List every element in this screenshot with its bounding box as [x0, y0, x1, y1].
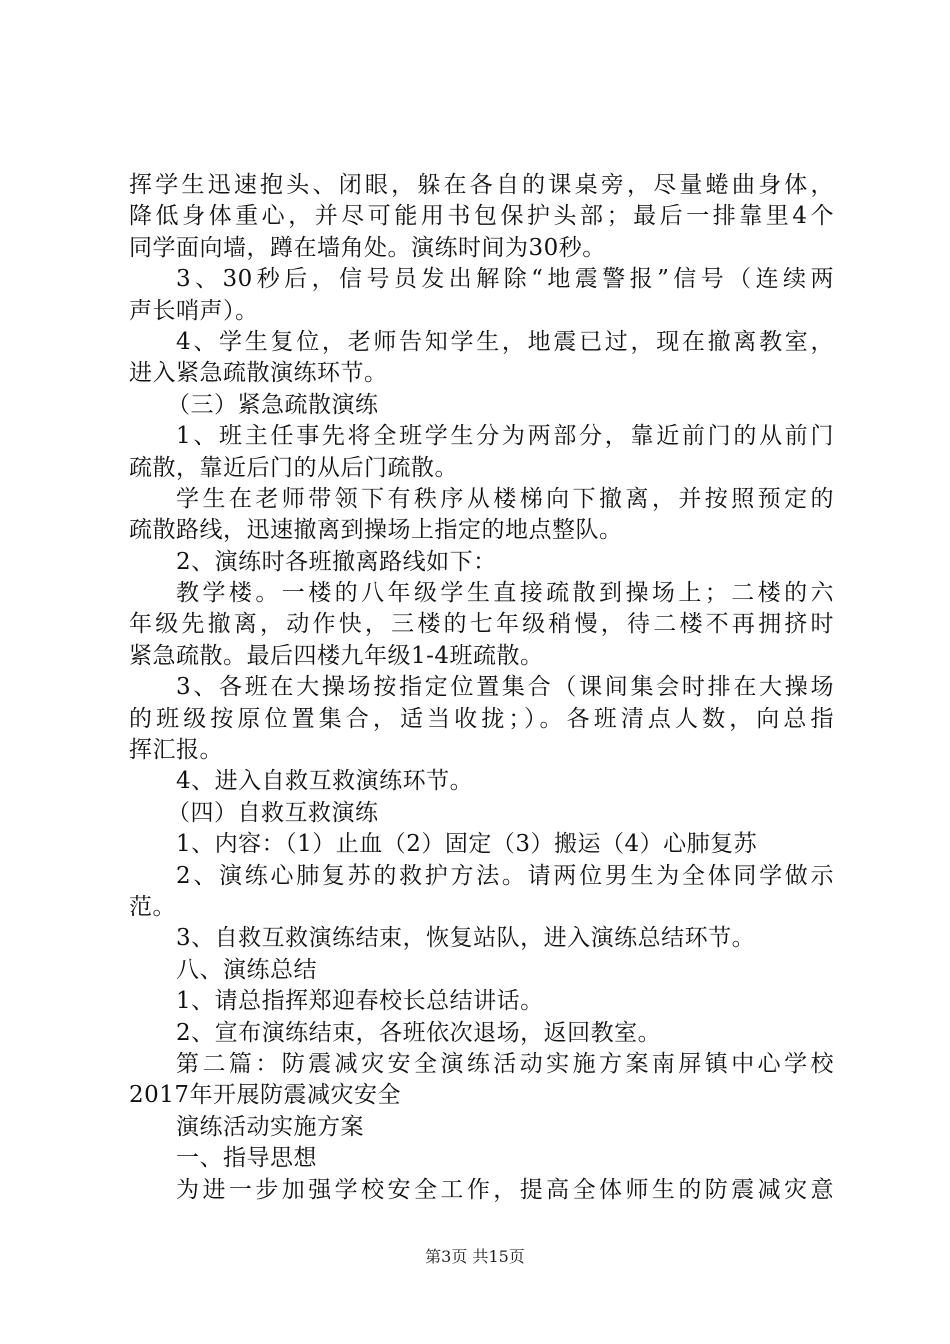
page-footer: 第3页 共15页 — [425, 1247, 525, 1266]
text-line: 4、进入自救互救演练环节。 — [176, 768, 474, 795]
text-line: 范。 — [129, 893, 176, 920]
text-line: 声长哨声）。 — [129, 297, 259, 324]
text-line: 教学楼。一楼的八年级学生直接疏散到操场上；二楼的六 — [176, 580, 834, 607]
text-line: 挥汇报。 — [129, 737, 223, 764]
section-heading: 一、指导思想 — [176, 1145, 317, 1172]
chapter-title: 演练活动实施方案 — [176, 1113, 364, 1140]
chapter-title: 第二篇：防震减灾安全演练活动实施方案南屏镇中心学校 — [176, 1050, 834, 1077]
text-line: 疏散，靠近后门的从后门疏散。 — [129, 454, 458, 481]
chapter-title: 2017年开展防震减灾安全 — [129, 1082, 402, 1109]
text-line: 为进一步加强学校安全工作，提高全体师生的防震减灾意 — [176, 1176, 834, 1203]
text-line: 进入紧急疏散演练环节。 — [129, 360, 388, 387]
text-line: 3、30秒后，信号员发出解除“地震警报”信号（连续两 — [176, 266, 834, 293]
text-line: 1、班主任事先将全班学生分为两部分，靠近前门的从前门 — [176, 423, 834, 450]
text-line: 紧急疏散。最后四楼九年级1-4班疏散。 — [129, 642, 544, 669]
text-line: 3、自救互救演练结束，恢复站队，进入演练总结环节。 — [176, 925, 756, 952]
text-line: 2、演练时各班撤离路线如下： — [176, 548, 497, 575]
section-heading: （三）紧急疏散演练 — [167, 391, 379, 418]
text-line: 疏散路线，迅速撤离到操场上指定的地点整队。 — [129, 517, 623, 544]
text-line: 2、宣布演练结束，各班依次退场，返回教室。 — [176, 1019, 662, 1046]
section-heading: （四）自救互救演练 — [167, 799, 379, 826]
text-line: 1、请总指挥郑迎春校长总结讲话。 — [176, 988, 544, 1015]
text-line: 4、学生复位，老师告知学生，地震已过，现在撤离教室， — [176, 328, 834, 355]
text-line: 同学面向墙，蹲在墙角处。演练时间为30秒。 — [129, 234, 606, 261]
section-heading: 八、演练总结 — [176, 956, 317, 983]
text-line: 挥学生迅速抱头、闭眼，躲在各自的课桌旁，尽量蜷曲身体， — [129, 172, 834, 198]
text-line: 3、各班在大操场按指定位置集合（课间集会时排在大操场 — [176, 674, 834, 701]
text-line: 的班级按原位置集合，适当收拢；）。各班清点人数，向总指 — [129, 705, 834, 732]
text-line: 2、演练心肺复苏的救护方法。请两位男生为全体同学做示 — [176, 862, 834, 889]
text-line: 1、内容：（1）止血（2）固定（3）搬运（4）心肺复苏 — [176, 831, 758, 858]
body-text — [129, 170, 834, 1206]
text-line: 降低身体重心，并尽可能用书包保护头部；最后一排靠里4个 — [129, 203, 834, 230]
text-line: 学生在老师带领下有秩序从楼梯向下撤离，并按照预定的 — [176, 485, 834, 512]
text-line: 年级先撤离，动作快，三楼的七年级稍慢，待二楼不再拥挤时 — [129, 611, 834, 638]
